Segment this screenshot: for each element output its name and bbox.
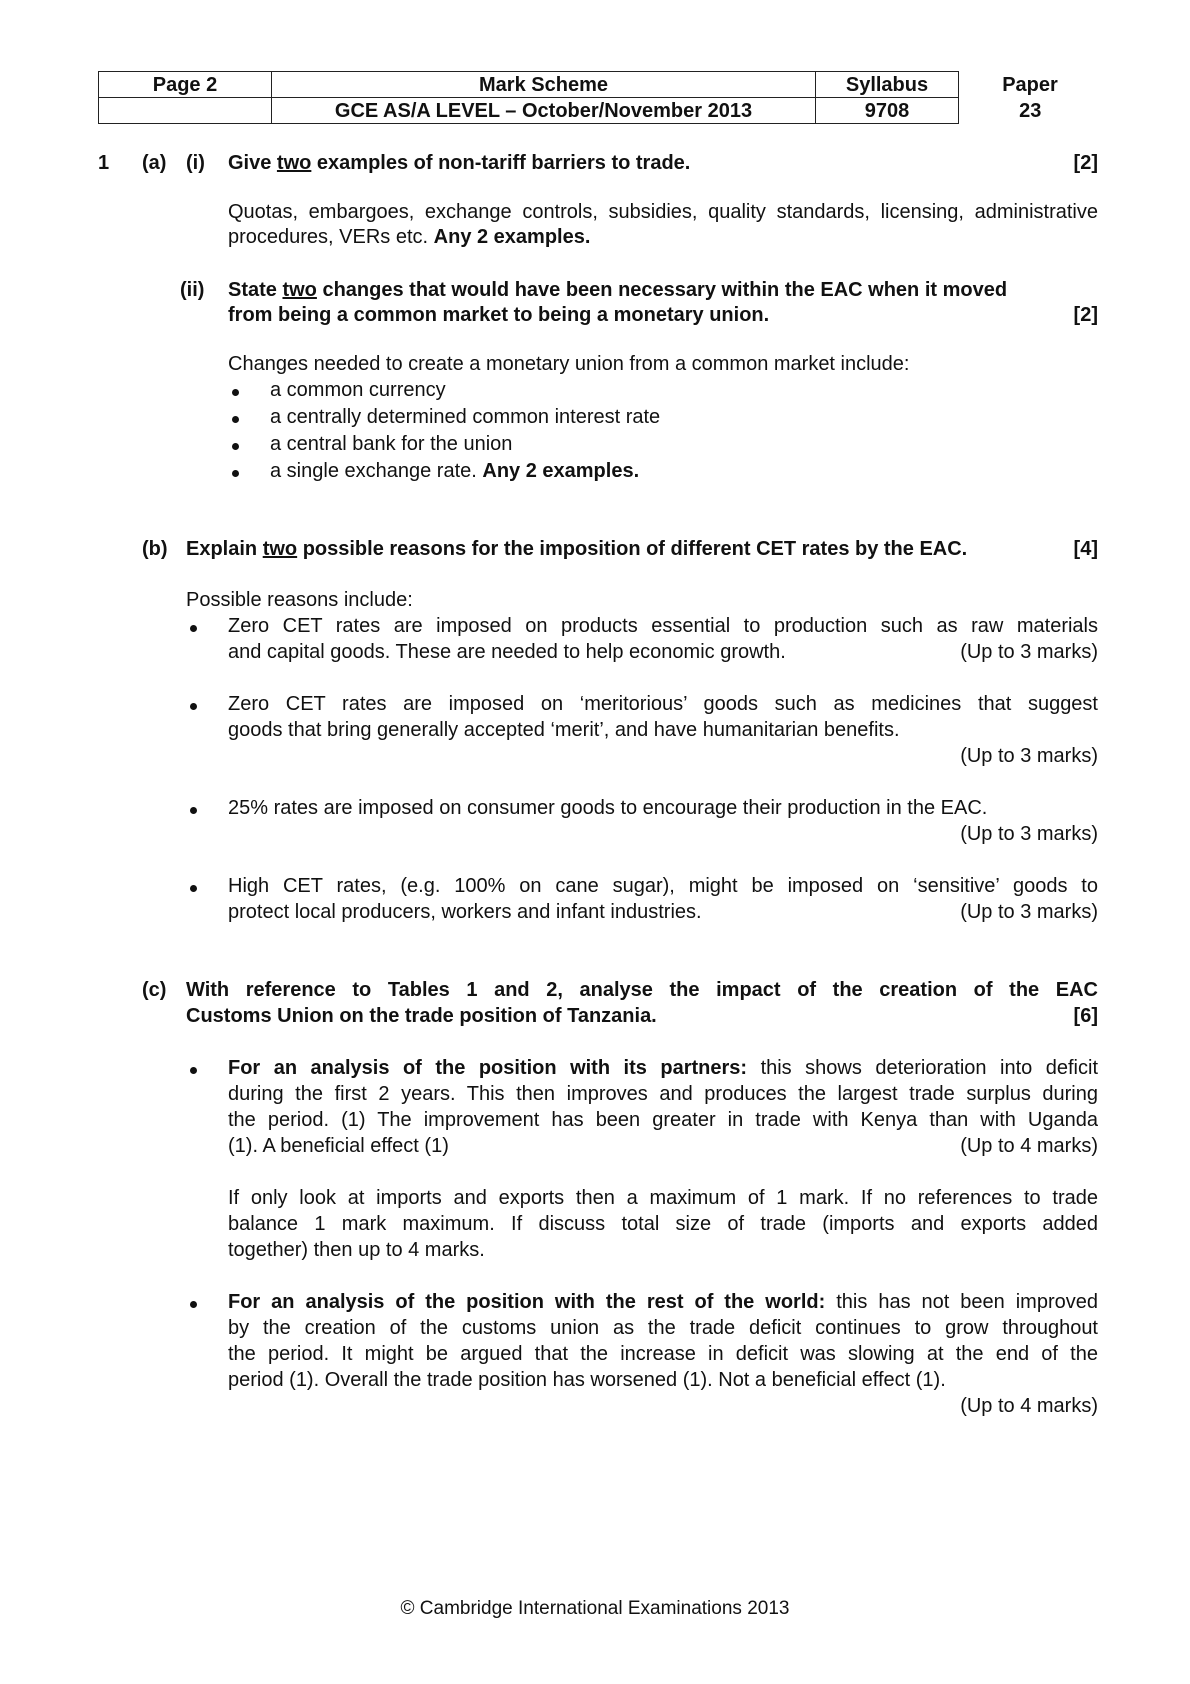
answer-b-bullet3-line1: 25% rates are imposed on consumer goods to encourage their production in the EAC. — [228, 797, 988, 819]
answer-b-bullet1-line1: Zero CET rates are imposed on products essential to production such as raw materials — [228, 615, 1098, 637]
marks-a-i: [2] — [1073, 152, 1098, 174]
bullet-icon — [186, 614, 200, 639]
question-b: Explain two possible reasons for the imposition of different CET rates by the EAC. — [186, 538, 968, 560]
bullet-icon — [228, 432, 242, 457]
header-table — [98, 71, 1102, 124]
bullet-icon — [228, 459, 242, 484]
subpart-i-label: (i) — [186, 152, 205, 174]
marks-b: [4] — [1073, 538, 1098, 560]
up-to-marks: (Up to 4 marks) — [960, 1395, 1098, 1417]
answer-b-bullet2-line2: goods that bring generally accepted ‘merit’, and have humanitarian benefits. — [228, 719, 900, 741]
answer-b-bullet1-line2: and capital goods. These are needed to help economic growth. — [228, 641, 786, 663]
up-to-marks: (Up to 4 marks) — [960, 1135, 1098, 1157]
question-a-ii-line2: from being a common market to being a monetary union. — [228, 304, 770, 326]
marks-c: [6] — [1073, 1005, 1098, 1027]
question-a-i: Give two examples of non-tariff barriers to trade. — [228, 152, 691, 174]
answer-c-note-line1: If only look at imports and exports then a maximum of 1 mark. If no references to trade — [228, 1187, 1098, 1209]
question-number: 1 — [98, 152, 110, 174]
up-to-marks: (Up to 3 marks) — [960, 823, 1098, 845]
answer-c-note-line2: balance 1 mark maximum. If discuss total size of trade (imports and exports added — [228, 1213, 1098, 1235]
marks-a-ii: [2] — [1073, 304, 1098, 326]
part-a-label: (a) — [142, 152, 167, 174]
bullet-icon — [186, 874, 200, 899]
question-c-line2: Customs Union on the trade position of Tanzania. — [186, 1005, 657, 1027]
answer-c-p2-line4: period (1). Overall the trade position has worsened (1). Not a beneficial effect (1). — [228, 1369, 946, 1391]
answer-b-bullet2-line1: Zero CET rates are imposed on ‘meritorious’ goods such as medicines that suggest — [228, 693, 1098, 715]
answer-b-bullet4-line2: protect local producers, workers and infant industries. — [228, 901, 702, 923]
answer-b-intro: Possible reasons include: — [186, 589, 413, 611]
page-blank-cell — [99, 98, 272, 124]
bullet-icon — [186, 796, 200, 821]
answer-c-p1-line4: (1). A beneficial effect (1) — [228, 1135, 449, 1157]
up-to-marks: (Up to 3 marks) — [960, 641, 1098, 663]
paper-number: 23 — [1019, 99, 1042, 122]
bullet-icon — [186, 692, 200, 717]
up-to-marks: (Up to 3 marks) — [960, 745, 1098, 767]
bullet-icon — [186, 1290, 200, 1315]
footer-copyright: © Cambridge International Examinations 2013 — [400, 1598, 790, 1619]
list-item: a central bank for the union — [270, 433, 513, 455]
answer-c-p1-line3: the period. (1) The improvement has been greater in trade with Kenya than with Uganda — [228, 1109, 1098, 1131]
answer-a-ii-intro: Changes needed to create a monetary union from a common market include: — [228, 353, 910, 375]
header-subtitle: GCE AS/A LEVEL – October/November 2013 — [272, 98, 816, 124]
answer-c-p2-line3: the period. It might be argued that the increase in deficit was slowing at the end of the — [228, 1343, 1098, 1365]
page-label: Page 2 — [99, 72, 272, 98]
answer-a-i: Quotas, embargoes, exchange controls, subsidies, quality standards, licensing, administrative procedures, VERs etc. Any 2 examples. — [228, 201, 1098, 248]
answer-b-bullet4-line1: High CET rates, (e.g. 100% on cane sugar), might be imposed on ‘sensitive’ goods to — [228, 875, 1098, 897]
answer-c-p1-line1: For an analysis of the position with its partners: this shows deterioration into deficit — [228, 1057, 1098, 1079]
syllabus-code: 9708 — [816, 98, 959, 124]
question-a-ii-line1: State two changes that would have been necessary within the EAC when it moved — [228, 279, 1008, 301]
header-title: Mark Scheme — [272, 72, 816, 98]
up-to-marks: (Up to 3 marks) — [960, 901, 1098, 923]
part-c-label: (c) — [142, 979, 167, 1001]
bullet-icon — [228, 378, 242, 403]
list-item: a centrally determined common interest rate — [270, 406, 661, 428]
bullet-icon — [228, 405, 242, 430]
subpart-ii-label: (ii) — [180, 279, 205, 301]
bullet-icon — [186, 1056, 200, 1081]
question-c-line1: With reference to Tables 1 and 2, analyse the impact of the creation of the EAC — [186, 979, 1098, 1001]
answer-c-p2-line2: by the creation of the customs union as the trade deficit continues to grow throughout — [228, 1317, 1098, 1339]
answer-c-note-line3: together) then up to 4 marks. — [228, 1239, 485, 1261]
list-item: a common currency — [270, 379, 446, 401]
syllabus-label: Syllabus — [816, 72, 959, 98]
part-b-label: (b) — [142, 538, 168, 560]
answer-c-p2-line1: For an analysis of the position with the rest of the world: this has not been improved — [228, 1291, 1098, 1313]
answer-c-p1-line2: during the first 2 years. This then improves and produces the largest trade surplus during — [228, 1083, 1098, 1105]
list-item: a single exchange rate. Any 2 examples. — [270, 460, 640, 482]
paper-label: Paper — [1002, 73, 1058, 96]
